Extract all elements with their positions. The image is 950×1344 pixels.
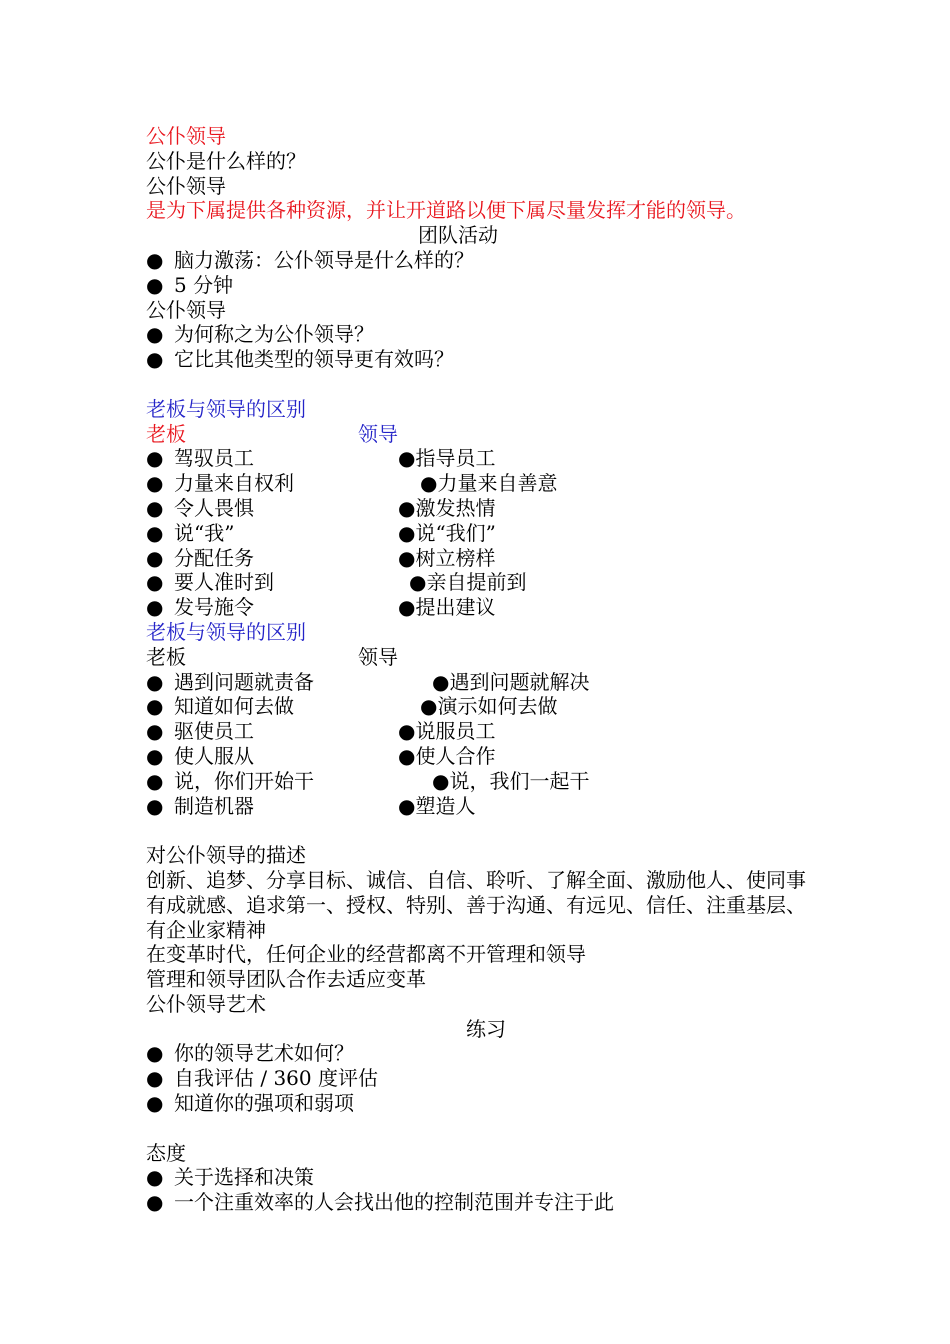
boss-trait: ● 令人畏惧 (146, 496, 254, 520)
comparison-row (146, 471, 826, 496)
comparison-row (146, 521, 826, 546)
servant-question-item: ● 为何称之为公仆领导？ (146, 322, 826, 347)
boss-trait: ● 力量来自权利 (146, 471, 294, 495)
boss-trait: ● 发号施令 (146, 595, 254, 619)
boss-trait: ● 说，你们开始干 (146, 769, 314, 793)
boss-trait: ● 分配任务 (146, 546, 254, 570)
section-title-servant: 公仆领导 (146, 124, 226, 148)
boss-trait: ● 驱使员工 (146, 719, 254, 743)
leader-trait: ● 演示如何去做 (420, 694, 557, 719)
traits-paragraph: 创新、追梦、分享目标、诚信、自信、聆听、了解全面、激励他人、使同事有成就感、追求第一、授权、特别、善于沟通、有远见、信任、注重基层、有企业家精神 (146, 867, 806, 942)
boss-trait: ● 使人服从 (146, 744, 254, 768)
leader-trait: ● 激发热情 (398, 496, 495, 521)
leader-trait: ● 提出建议 (398, 595, 495, 620)
leader-trait: ● 说，我们一起干 (432, 769, 589, 794)
servant-question: 公仆是什么样的？ (146, 148, 306, 173)
comparison-header (146, 422, 826, 447)
leader-trait: ● 说服员工 (398, 719, 495, 744)
comparison-row (146, 769, 826, 794)
boss-trait: ● 遇到问题就责备 (146, 670, 314, 694)
boss-header: 老板 (146, 644, 186, 669)
boss-trait: ● 制造机器 (146, 794, 254, 818)
comparison-row (146, 744, 826, 769)
activity-item: ● 脑力激荡：公仆领导是什么样的？ (146, 248, 826, 273)
exercise-item: ● 知道你的强项和弱项 (146, 1091, 826, 1116)
description-line: 在变革时代，任何企业的经营都离不开管理和领导 (146, 942, 586, 967)
servant-term: 公仆领导 (146, 173, 226, 198)
leader-trait: ● 使人合作 (398, 744, 495, 769)
leader-trait: ● 树立榜样 (398, 546, 495, 571)
comparison-row (146, 794, 826, 819)
comparison-row (146, 719, 826, 744)
section-title-boss-leader-1: 老板与领导的区别 (146, 396, 306, 421)
comparison-row (146, 670, 826, 695)
activity-title: 团队活动 (418, 223, 498, 248)
boss-trait: ● 知道如何去做 (146, 694, 294, 718)
comparison-row (146, 694, 826, 719)
boss-trait: ● 驾驭员工 (146, 446, 254, 470)
comparison-row (146, 595, 826, 620)
comparison-row (146, 570, 826, 595)
description-title: 对公仆领导的描述 (146, 843, 306, 868)
leader-trait: ● 指导员工 (398, 446, 495, 471)
activity-item: ● 5 分钟 (146, 273, 826, 298)
attitude-item: ● 一个注重效率的人会找出他的控制范围并专注于此 (146, 1190, 826, 1215)
exercise-item: ● 自我评估 / 360 度评估 (146, 1066, 826, 1091)
boss-trait: ● 要人准时到 (146, 570, 274, 594)
boss-trait: ● 说“我” (146, 521, 234, 545)
document-body (146, 124, 826, 1215)
leader-header: 领导 (358, 421, 398, 446)
description-line: 管理和领导团队合作去适应变革 (146, 967, 426, 992)
exercise-title: 练习 (466, 1016, 506, 1041)
art-title: 公仆领导艺术 (146, 991, 266, 1016)
attitude-item: ● 关于选择和决策 (146, 1165, 826, 1190)
leader-trait: ● 塑造人 (398, 794, 475, 819)
servant-definition: 是为下属提供各种资源，并让开道路以便下属尽量发挥才能的领导。 (146, 198, 746, 223)
servant-question-item: ● 它比其他类型的领导更有效吗？ (146, 347, 826, 372)
comparison-row (146, 546, 826, 571)
servant-term-2: 公仆领导 (146, 297, 226, 322)
leader-trait: ● 亲自提前到 (409, 570, 526, 595)
comparison-row (146, 496, 826, 521)
boss-header: 老板 (146, 421, 186, 446)
leader-trait: ● 遇到问题就解决 (432, 670, 589, 695)
section-title-boss-leader-2: 老板与领导的区别 (146, 619, 306, 644)
attitude-title: 态度 (146, 1140, 186, 1165)
exercise-item: ● 你的领导艺术如何？ (146, 1041, 826, 1066)
comparison-row (146, 446, 826, 471)
leader-trait: ● 说“我们” (398, 521, 496, 546)
comparison-header (146, 645, 826, 670)
leader-trait: ● 力量来自善意 (420, 471, 557, 496)
leader-header: 领导 (358, 644, 398, 669)
